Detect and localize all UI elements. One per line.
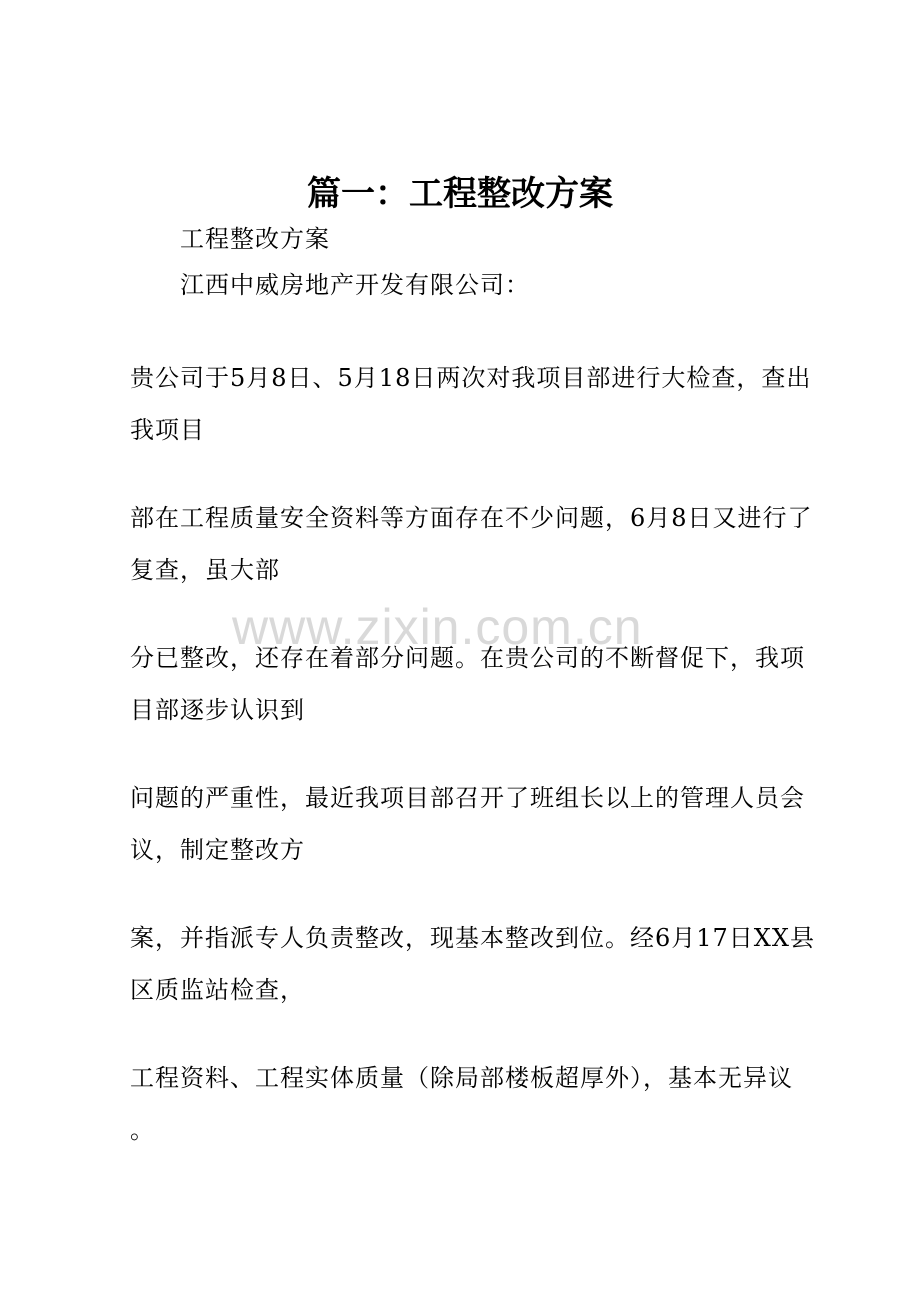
paragraph-line: 目部逐步认识到 [130, 696, 305, 724]
paragraph-line: 我项目 [130, 416, 205, 444]
paragraph-line: 部在工程质量安全资料等方面存在不少问题，6月8日又进行了 [130, 504, 813, 532]
paragraph-line: 案，并指派专人负责整改，现基本整改到位。经6月17日XX县 [130, 924, 815, 952]
paragraph-line: 。 [130, 1116, 155, 1144]
document-title: 篇一：工程整改方案 [307, 174, 613, 214]
watermark: www.zixin.com.cn [232, 599, 643, 655]
paragraph [130, 912, 815, 1016]
paragraph [130, 1052, 810, 1156]
paragraph [130, 492, 813, 596]
paragraph-line: 贵公司于5月8日、5月18日两次对我项目部进行大检查，查出 [130, 364, 812, 392]
salutation: 江西中威房地产开发有限公司： [180, 271, 530, 299]
paragraph-line: 议，制定整改方 [130, 836, 305, 864]
paragraph-line: 工程资料、工程实体质量（除局部楼板超厚外），基本无异议 [130, 1064, 793, 1092]
paragraph-line: 区质监站检查， [130, 976, 305, 1004]
document-subtitle: 工程整改方案 [180, 225, 330, 253]
paragraph-line: 分已整改，还存在着部分问题。在贵公司的不断督促下，我项 [130, 644, 805, 672]
paragraph [130, 772, 810, 876]
paragraph-line: 复查，虽大部 [130, 556, 280, 584]
paragraph [130, 352, 810, 456]
paragraph [130, 632, 810, 736]
paragraph-line: 问题的严重性，最近我项目部召开了班组长以上的管理人员会 [130, 784, 805, 812]
